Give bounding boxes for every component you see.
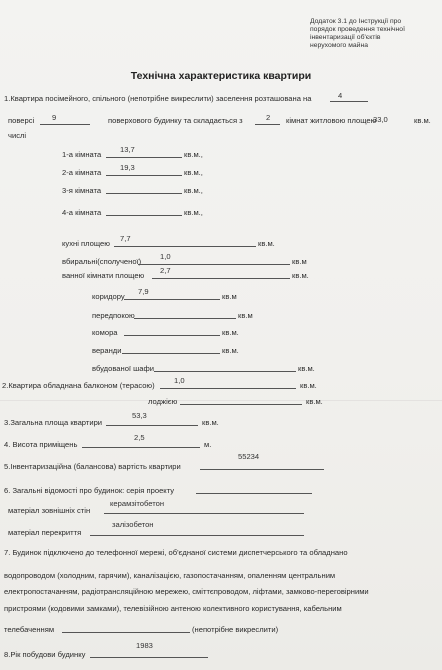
building-info-label: 6. Загальні відомості про будинок: серія проекту	[4, 486, 175, 495]
section1-storey-label: поверсі	[8, 116, 35, 125]
utilities-line-1: 7. Будинок підключено до телефонної мережі, об'єднаної системи диспетчерського та обладнано	[4, 548, 348, 557]
ceiling-height-line	[82, 447, 200, 448]
room-4-line	[106, 215, 182, 216]
build-year-value: 1983	[136, 641, 153, 650]
pantry-label: комора	[92, 328, 118, 337]
room-2-line	[106, 175, 182, 176]
build-year-line	[90, 657, 208, 658]
balcony-line	[160, 388, 296, 389]
appendix-note-line: нерухомого майна	[310, 42, 368, 49]
balcony-value: 1,0	[174, 376, 185, 385]
ceiling-material-line	[90, 535, 304, 536]
ceiling-height-unit: м.	[204, 440, 212, 449]
kitchen-value: 7,7	[120, 234, 131, 243]
balcony-unit: кв.м.	[300, 381, 317, 390]
appendix-note-line: Додаток 3.1 до Інструкції про	[310, 18, 402, 25]
bathroom-value: 2,7	[160, 266, 171, 275]
wardrobe-unit: кв.м.	[298, 364, 315, 373]
total-area-label: 3.Загальна площа квартири	[4, 418, 103, 427]
room-1-line	[106, 157, 182, 158]
loggia-label: лоджією	[148, 397, 178, 406]
utilities-line-3: електропостачанням, радіотрансляційною мережею, сміттєпроводом, ліфтами, замково-переговірними	[4, 587, 369, 596]
section1-living-text: кімнат житловою площею	[286, 116, 377, 125]
floor-value: 4	[338, 91, 343, 100]
inventory-value-label: 5.Інвентаризаційна (балансова) вартість квартири	[4, 462, 181, 471]
walls-material-line	[104, 513, 304, 514]
ceiling-height-value: 2,5	[134, 433, 145, 442]
utilities-line-4: пристроями (кодовими замками), телевізійною антеною колективного користування, кабельним	[4, 604, 342, 613]
toilet-value: 1,0	[160, 252, 171, 261]
living-area-unit: кв.м.	[414, 116, 431, 125]
bathroom-line	[152, 278, 290, 279]
appendix-note-line: порядок проведення технічної	[310, 26, 405, 33]
storeys-line	[40, 124, 90, 125]
inventory-value-line	[200, 469, 324, 470]
veranda-label: веранди	[92, 346, 122, 355]
corridor-unit: кв.м	[222, 292, 237, 301]
living-area-value: 33,0	[373, 115, 388, 124]
bathroom-label: ванної кімнати площею	[62, 271, 145, 280]
paper-fold	[0, 400, 442, 401]
section1-text: 1.Квартира посімейного, спільного (непотрібне викреслити) заселення розташована на	[4, 94, 312, 103]
veranda-unit: кв.м.	[222, 346, 239, 355]
wardrobe-line	[154, 371, 296, 372]
hallway-unit: кв.м	[238, 311, 253, 320]
room-1-label: 1-а кімната	[62, 150, 102, 159]
ceiling-height-label: 4. Висота приміщень	[4, 440, 78, 449]
bathroom-unit: кв.м.	[292, 271, 309, 280]
pantry-line	[124, 335, 220, 336]
room-3-unit: кв.м.,	[184, 186, 203, 195]
kitchen-unit: кв.м.	[258, 239, 275, 248]
corridor-line	[124, 299, 220, 300]
walls-material-value: керамзітобетон	[110, 499, 165, 508]
room-3-line	[106, 193, 182, 194]
document-title: Технічна характеристика квартири	[130, 70, 312, 82]
inventory-value: 55234	[238, 452, 260, 461]
room-2-label: 2-а кімната	[62, 168, 102, 177]
utilities-tv-line	[62, 632, 190, 633]
loggia-unit: кв.м.	[306, 397, 323, 406]
room-3-label: 3-я кімната	[62, 186, 102, 195]
toilet-label: вбиральні(сполученої)	[62, 257, 142, 266]
corridor-label: коридору	[92, 292, 125, 301]
utilities-line-2: водопроводом (холодним, гарячим), каналізацією, газопостачанням, опаленням центральним	[4, 571, 336, 580]
toilet-unit: кв.м	[292, 257, 307, 266]
hallway-label: передпокою	[92, 311, 135, 320]
rooms-value: 2	[266, 113, 271, 122]
room-2-unit: кв.м.,	[184, 168, 203, 177]
corridor-value: 7,9	[138, 287, 149, 296]
hallway-line	[134, 318, 236, 319]
floor-line	[330, 101, 368, 102]
appendix-note	[310, 18, 430, 50]
balcony-label: 2.Квартира обладнана балконом (терасою)	[2, 381, 155, 390]
ceiling-material-value: залізобетон	[112, 520, 154, 529]
kitchen-label: кухні площею	[62, 239, 110, 248]
storeys-value: 9	[52, 113, 57, 122]
total-area-line	[106, 425, 198, 426]
toilet-line	[138, 264, 290, 265]
room-4-label: 4-а кімната	[62, 208, 102, 217]
utilities-tv-label: телебаченням	[4, 625, 55, 634]
section1-consists-text: поверхового будинку та складається з	[108, 116, 243, 125]
ceiling-material-label: матеріал перекриття	[8, 528, 82, 537]
walls-material-label: матеріал зовнішніх стін	[8, 506, 91, 515]
room-4-unit: кв.м.,	[184, 208, 203, 217]
pantry-unit: кв.м.	[222, 328, 239, 337]
room-1-value: 13,7	[120, 145, 135, 154]
kitchen-line	[114, 246, 256, 247]
rooms-line	[255, 124, 280, 125]
total-area-unit: кв.м.	[202, 418, 219, 427]
section1-including-text: числі	[8, 131, 27, 140]
build-year-label: 8.Рік побудови будинку	[4, 650, 86, 659]
loggia-line	[180, 404, 302, 405]
room-2-value: 19,3	[120, 163, 135, 172]
room-1-unit: кв.м.,	[184, 150, 203, 159]
strike-out-note: (непотрібне викреслити)	[192, 625, 279, 634]
project-series-line	[196, 493, 312, 494]
appendix-note-line: інвентаризації об'єктів	[310, 34, 381, 41]
wardrobe-label: вбудованої шафи	[92, 364, 154, 373]
total-area-value: 53,3	[132, 411, 147, 420]
veranda-line	[122, 353, 220, 354]
